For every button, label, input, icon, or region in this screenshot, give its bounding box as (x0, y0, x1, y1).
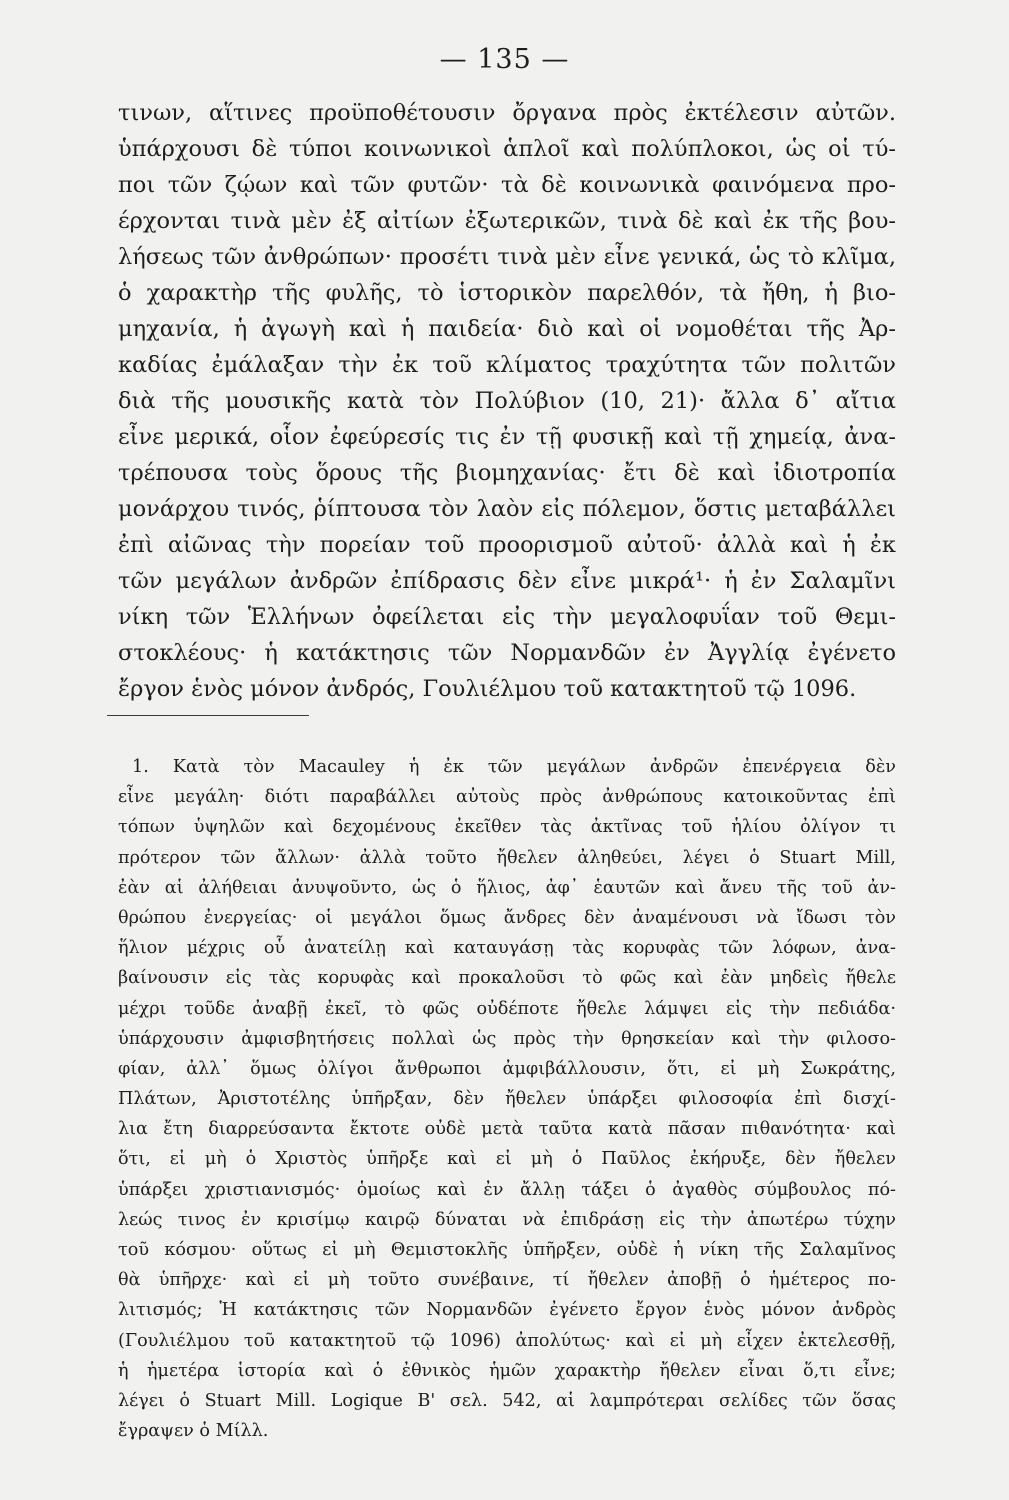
text-line: τινων, αἵτινες προϋποθέτουσιν ὄργανα πρὸς ἐκτέλεσιν αὐτῶν. (118, 100, 896, 126)
page-number: — 135 — (439, 44, 570, 75)
text-line: τῶν μεγάλων ἀνδρῶν ἐπίδρασις δὲν εἶνε μικρά¹· ἡ ἐν Σαλαμῖνι (118, 568, 896, 594)
footnote-line: λεώς τινος ἐν κρισίμῳ καιρῷ δύναται νὰ ἐπιδράσῃ εἰς τὴν ἀπωτέρω τύχην (118, 1209, 896, 1230)
text-line: μονάρχου τινός, ῥίπτουσα τὸν λαὸν εἰς πόλεμον, ὅστις μεταβάλλει (118, 496, 896, 522)
footnote-line: ἐὰν αἱ ἀλήθειαι ἀνυψοῦντο, ὡς ὁ ἥλιος, ἀφ᾽ ἑαυτῶν καὶ ἄνευ τῆς τοῦ ἀν- (118, 877, 896, 898)
footnote-line: ἡ ἡμετέρα ἱστορία καὶ ὁ ἐθνικὸς ἡμῶν χαρακτὴρ ἤθελεν εἶναι ὅ,τι εἶνε; (118, 1360, 896, 1381)
text-line: ὁ χαρακτὴρ τῆς φυλῆς, τὸ ἱστορικὸν παρελθόν, τὰ ἤθη, ἡ βιο- (118, 280, 896, 306)
footnote-line: πρότερον τῶν ἄλλων· ἀλλὰ τοῦτο ἤθελεν ἀληθεύει, λέγει ὁ Stuart Mill, (118, 847, 896, 868)
text-line: διὰ τῆς μουσικῆς κατὰ τὸν Πολύβιον (10, 21)· ἄλλα δ᾽ αἴτια (118, 388, 896, 414)
text-line: ὑπάρχουσι δὲ τύποι κοινωνικοὶ ἁπλοῖ καὶ πολύπλοκοι, ὡς οἱ τύ- (118, 136, 896, 162)
footnote-line: τοῦ κόσμου· οὕτως εἰ μὴ Θεμιστοκλῆς ὑπῆρξεν, οὐδὲ ἡ νίκη τῆς Σαλαμῖνος (118, 1240, 896, 1260)
footnote-divider (107, 715, 309, 716)
footnote-line: βαίνουσιν εἰς τὰς κορυφὰς καὶ προκαλοῦσι τὸ φῶς καὶ ἐὰν μηδεὶς ἤθελε (118, 968, 896, 989)
footnote-line: ἥλιον μέχρις οὗ ἀνατείλῃ καὶ καταυγάσῃ τὰς κορυφὰς τῶν λόφων, ἀνα- (118, 938, 896, 959)
footnote-line: φίαν, ἀλλ᾽ ὅμως ὀλίγοι ἄνθρωποι ἀμφιβάλλουσιν, ὅτι, εἰ μὴ Σωκράτης, (118, 1058, 896, 1079)
footnote-line: θρώπου ἐνεργείας· οἱ μεγάλοι ὅμως ἄνδρες δὲν ἀναμένουσι νὰ ἴδωσι τὸν (118, 907, 896, 928)
footnote-line: ὑπάρξει χριστιανισμός· ὁμοίως καὶ ἐν ἄλλῃ τάξει ὁ ἀγαθὸς σύμβουλος πό- (118, 1179, 896, 1200)
footnote-line: 1. Κατὰ τὸν Macauley ἡ ἐκ τῶν μεγάλων ἀνδρῶν ἐπενέργεια δὲν (132, 757, 896, 777)
footnote-line: ὅτι, εἰ μὴ ὁ Χριστὸς ὑπῆρξε καὶ εἰ μὴ ὁ Παῦλος ἐκήρυξε, δὲν ἤθελεν (118, 1149, 896, 1170)
text-line: ἔργον ἑνὸς μόνον ἀνδρός, Γουλιέλμου τοῦ κατακτητοῦ τῷ 1096. (118, 676, 857, 702)
footnote-line: λιτισμός; Ἡ κατάκτησις τῶν Νορμανδῶν ἐγένετο ἔργον ἑνὸς μόνον ἀνδρὸς (118, 1300, 896, 1321)
footnote-line: μέχρι τοῦδε ἀναβῇ ἐκεῖ, τὸ φῶς οὐδέποτε ἤθελε λάμψει εἰς τὴν πεδιάδα· (118, 998, 896, 1019)
text-line: καδίας ἐμάλαξαν τὴν ἐκ τοῦ κλίματος τραχύτητα τῶν πολιτῶν (118, 352, 896, 378)
text-line: τρέπουσα τοὺς ὅρους τῆς βιομηχανίας· ἔτι δὲ καὶ ἰδιοτροπία (118, 460, 896, 486)
text-line: εἶνε μερικά, οἷον ἐφεύρεσίς τις ἐν τῇ φυσικῇ καὶ τῇ χημείᾳ, ἀνα- (118, 424, 896, 450)
footnote-line: εἶνε μεγάλη· διότι παραβάλλει αὐτοὺς πρὸς ἀνθρώπους κατοικοῦντας ἐπὶ (118, 787, 896, 808)
text-line: ποι τῶν ζῴων καὶ τῶν φυτῶν· τὰ δὲ κοινωνικὰ φαινόμενα προ- (118, 172, 896, 198)
footnote (118, 752, 896, 1446)
footnote-line: ὑπάρχουσιν ἀμφισβητήσεις πολλαὶ ὡς πρὸς τὴν θρησκείαν καὶ τὴν φιλοσο- (118, 1028, 896, 1049)
footnote-line: λια ἔτη διαρρεύσαντα ἔκτοτε οὐδὲ μετὰ ταῦτα κατὰ πᾶσαν πιθανότητα· καὶ (118, 1119, 896, 1140)
text-line: νίκη τῶν Ἑλλήνων ὀφείλεται εἰς τὴν μεγαλοφυΐαν τοῦ Θεμι- (118, 604, 896, 630)
text-line: ἐπὶ αἰῶνας τὴν πορείαν τοῦ προορισμοῦ αὐτοῦ· ἀλλὰ καὶ ἡ ἐκ (118, 532, 896, 558)
footnote-line: ἔγραψεν ὁ Μίλλ. (118, 1421, 269, 1442)
text-line: στοκλέους· ἡ κατάκτησις τῶν Νορμανδῶν ἐν Ἀγγλίᾳ ἐγένετο (118, 640, 896, 666)
text-line: λήσεως τῶν ἀνθρώπων· προσέτι τινὰ μὲν εἶνε γενικά, ὡς τὸ κλῖμα, (118, 244, 896, 270)
main-text (118, 95, 896, 707)
footnote-line: τόπων ὑψηλῶν καὶ δεχομένους ἐκεῖθεν τὰς ἀκτῖνας τοῦ ἡλίου ὀλίγον τι (118, 817, 896, 838)
footnote-line: Πλάτων, Ἀριστοτέλης ὑπῆρξαν, δὲν ἤθελεν ὑπάρξει φιλοσοφία ἐπὶ δισχί- (118, 1089, 896, 1110)
text-line: έρχονται τινὰ μὲν ἐξ αἰτίων ἐξωτερικῶν, τινὰ δὲ καὶ ἐκ τῆς βου- (118, 208, 896, 234)
footnote-line: (Γουλιέλμου τοῦ κατακτητοῦ τῷ 1096) ἀπολύτως· καὶ εἰ μὴ εἶχεν ἐκτελεσθῇ, (118, 1330, 896, 1351)
text-line: μηχανία, ἡ ἀγωγὴ καὶ ἡ παιδεία· διὸ καὶ οἱ νομοθέται τῆς Ἀρ- (118, 316, 896, 342)
footnote-line: λέγει ὁ Stuart Mill. Logique B' σελ. 542, αἱ λαμπρότεραι σελίδες τῶν ὅσας (118, 1390, 896, 1411)
footnote-line: θὰ ὑπῆρχε· καὶ εἰ μὴ τοῦτο συνέβαινε, τί ἤθελεν ἀποβῇ ὁ ἡμέτερος πο- (118, 1270, 896, 1291)
